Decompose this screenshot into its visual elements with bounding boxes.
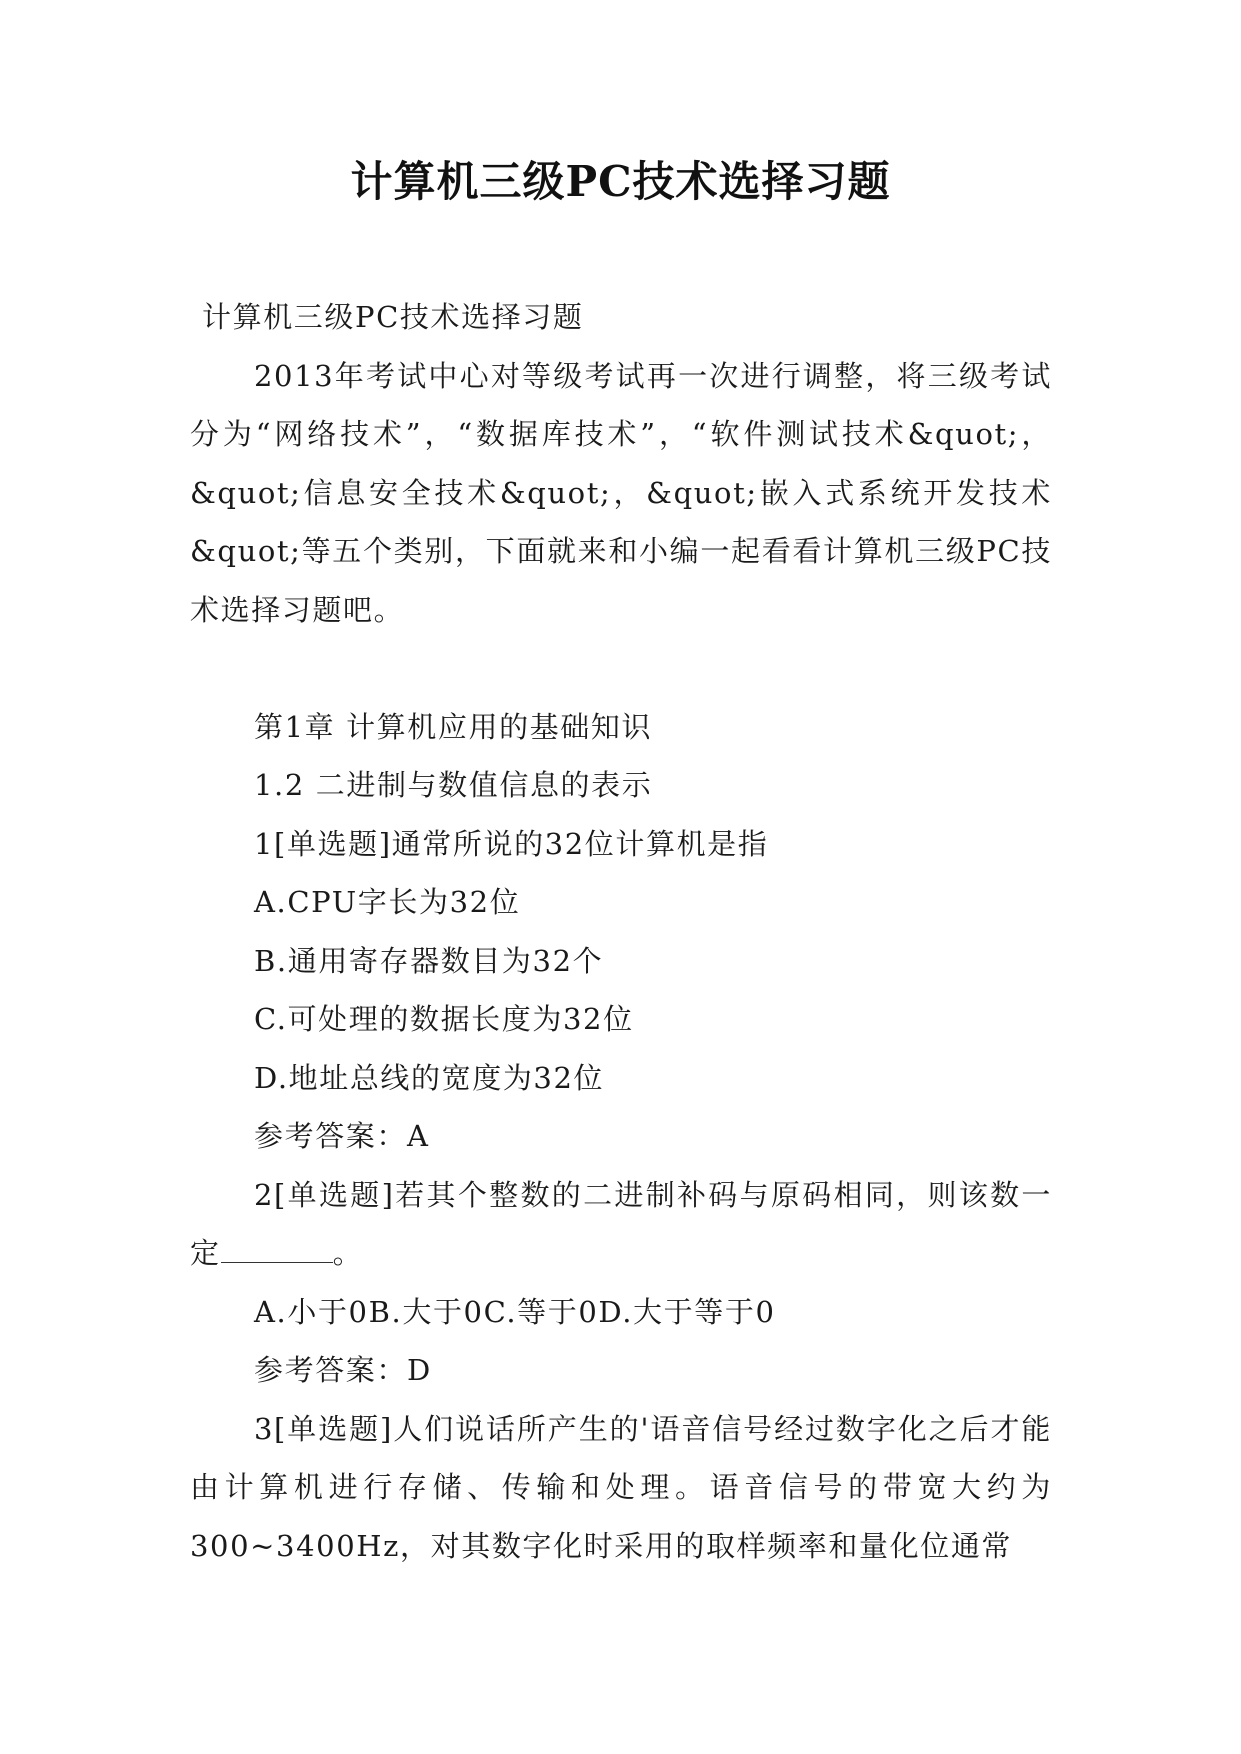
section-heading: 1.2 二进制与数值信息的表示 [254, 768, 653, 802]
question-1-option-b: B.通用寄存器数目为32个 [254, 943, 604, 978]
question-1-answer: 参考答案：A [254, 1119, 430, 1153]
paragraph-spacer [190, 639, 1052, 698]
answer-blank [221, 1238, 333, 1263]
question-2-stem [190, 1166, 1052, 1283]
question-1-stem: 1[单选题]通常所说的32位计算机是指 [254, 826, 769, 861]
document-title: 计算机三级PC技术选择习题 [350, 157, 891, 206]
intro-paragraph: 2013年考试中心对等级考试再一次进行调整，将三级考试分为“网络技术”，“数据库技术”，“软件测试技术&quot;，&quot;信息安全技术&quot;，&quot;嵌入式系统开发技术&quot;等五个类别，下面就来和小编一起看看计算机三级PC技术选择习题吧。 [190, 358, 1052, 627]
question-1-option-a: A.CPU字长为32位 [254, 885, 521, 919]
question-2-stem-end: 。 [332, 1236, 364, 1270]
question-1-option-d: D.地址总线的宽度为32位 [254, 1060, 605, 1095]
question-3-stem: 3[单选题]人们说话所产生的'语音信号经过数字化之后才能由计算机进行存储、传输和处理。语音信号的带宽大约为300~3400Hz，对其数字化时采用的取样频率和量化位通常 [190, 1411, 1052, 1563]
question-1-option-c: C.可处理的数据长度为32位 [254, 1002, 634, 1036]
chapter-heading: 第1章 计算机应用的基础知识 [254, 709, 653, 744]
question-2-answer: 参考答案：D [254, 1353, 432, 1387]
question-2-options: A.小于0B.大于0C.等于0D.大于等于0 [254, 1294, 776, 1329]
question-2-stem-text: 2[单选题]若其个整数的二进制补码与原码相同，则该数一定 [190, 1177, 1052, 1270]
document-body [190, 288, 1052, 1575]
document-subtitle: 计算机三级PC技术选择习题 [202, 300, 584, 334]
